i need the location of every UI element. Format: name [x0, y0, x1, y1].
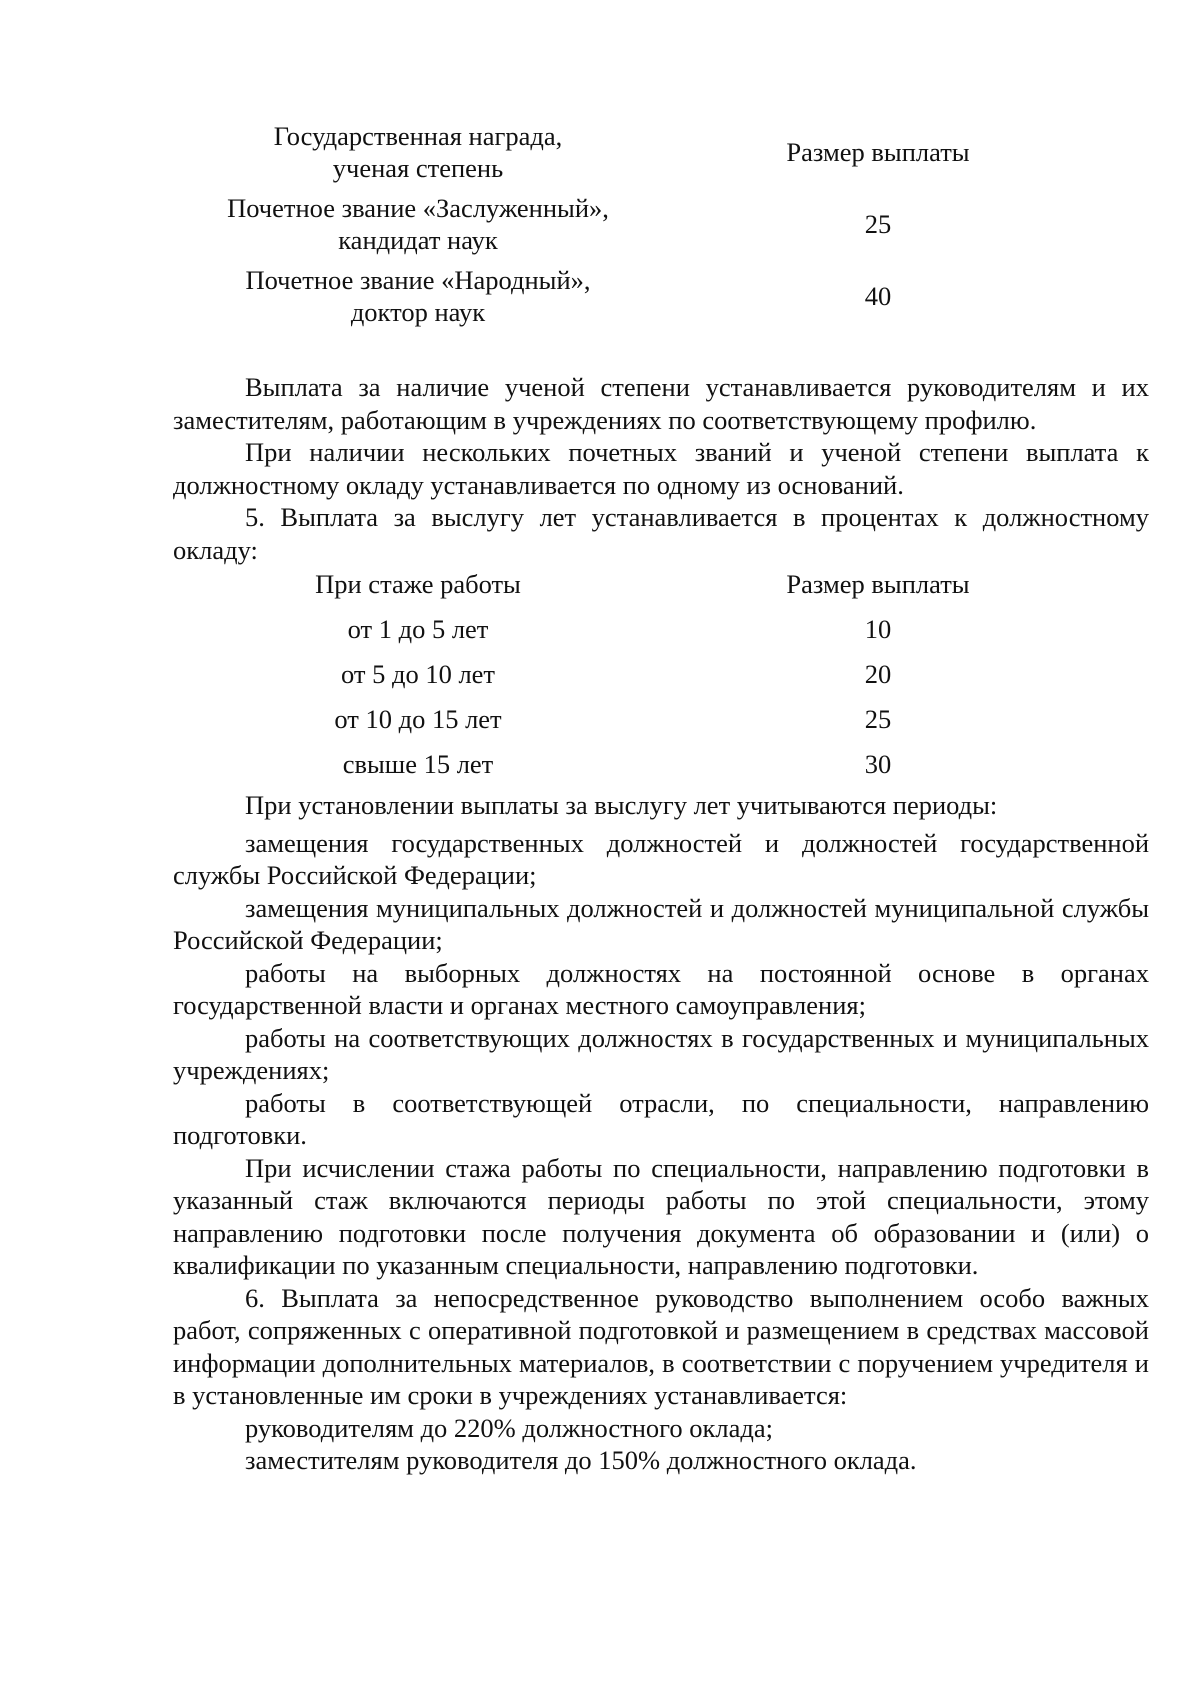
paragraph: работы на выборных должностях на постоянной основе в органах государственной власти и органах местного самоуправления;: [173, 957, 1149, 1020]
paragraph: замещения муниципальных должностей и должностей муниципальной службы Российской Федерации;: [173, 892, 1149, 955]
seniority-row-period: от 1 до 5 лет: [347, 614, 489, 644]
paragraph: работы в соответствующей отрасли, по специальности, направлению подготовки.: [173, 1087, 1149, 1150]
paragraph: При исчислении стажа работы по специальности, направлению подготовки в указанный стаж включаются периоды работы по этой специальности, этому направлению подготовки после получения документа об образовании и (или) о квалификации по указанным специальности, направлению подготовки.: [173, 1152, 1149, 1280]
paragraph: заместителям руководителя до 150% должностного оклада.: [245, 1445, 917, 1475]
paragraph: При установлении выплаты за выслугу лет учитываются периоды:: [245, 790, 998, 820]
award-header-left: [173, 120, 663, 184]
seniority-table-row: [173, 697, 1149, 742]
award-table-header: [173, 116, 1149, 188]
award-row-left-line1: Почетное звание «Заслуженный»,: [227, 193, 609, 223]
paragraph: работы на соответствующих должностях в государственных и муниципальных учреждениях;: [173, 1022, 1149, 1085]
award-row-left-line1: Почетное звание «Народный»,: [245, 265, 591, 295]
seniority-header-left: При стаже работы: [315, 569, 521, 599]
seniority-table-row: [173, 742, 1149, 787]
seniority-row-value: 10: [864, 614, 892, 644]
award-header-right: Размер выплаты: [786, 137, 970, 167]
paragraphs-block-a: [173, 371, 1149, 566]
seniority-header-right: Размер выплаты: [786, 569, 970, 599]
award-row-left-line2: доктор наук: [350, 297, 486, 327]
seniority-row-period: от 5 до 10 лет: [340, 659, 496, 689]
award-header-left-line2: ученая степень: [332, 153, 504, 183]
seniority-row-period: от 10 до 15 лет: [334, 704, 502, 734]
seniority-table-header: [173, 562, 1149, 607]
paragraph: 5. Выплата за выслугу лет устанавливается в процентах к должностному окладу:: [173, 502, 1149, 565]
paragraph: При наличии нескольких почетных званий и ученой степени выплата к должностному окладу устанавливается по одному из оснований.: [173, 437, 1149, 500]
seniority-table-row: [173, 652, 1149, 697]
award-row-value: 40: [864, 281, 892, 311]
award-table-row: [173, 188, 1149, 260]
seniority-row-value: 30: [864, 749, 892, 779]
paragraph: руководителям до 220% должностного оклада;: [245, 1412, 773, 1443]
seniority-table: [173, 562, 1149, 787]
award-table: [173, 116, 1149, 332]
seniority-row-value: 25: [864, 704, 892, 734]
award-row-left: [173, 192, 663, 256]
award-table-row: [173, 260, 1149, 332]
seniority-row-value: 20: [864, 659, 892, 689]
award-header-left-line1: Государственная награда,: [273, 121, 563, 151]
paragraph: замещения государственных должностей и должностей государственной службы Российской Федерации;: [173, 827, 1149, 890]
award-row-left: [173, 264, 663, 328]
award-row-left-line2: кандидат наук: [338, 225, 498, 255]
paragraphs-block-b: [173, 789, 1149, 1477]
award-row-value: 25: [864, 209, 892, 239]
paragraph: Выплата за наличие ученой степени устанавливается руководителям и их заместителям, работающим в учреждениях по соответствующему профилю.: [173, 372, 1149, 435]
paragraph: 6. Выплата за непосредственное руководство выполнением особо важных работ, сопряженных с оперативной подготовкой и размещением в средствах массовой информации дополнительных материалов, в соответствии с поручением учредителя и в установленные им сроки в учреждениях устанавливается:: [173, 1282, 1149, 1410]
seniority-table-row: [173, 607, 1149, 652]
seniority-row-period: свыше 15 лет: [342, 749, 494, 779]
